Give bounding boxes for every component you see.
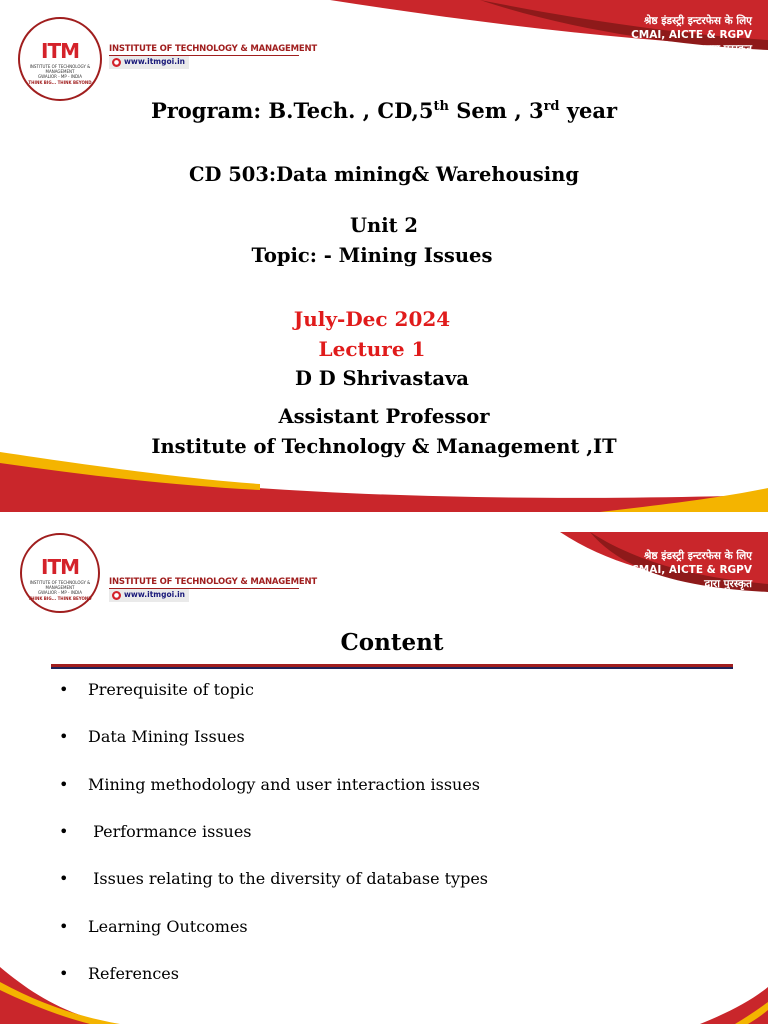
award-line-1: श्रेष्ठ इंडस्ट्री इन्टरफेस के लिए: [643, 15, 752, 27]
website-link[interactable]: www.itmgoi.in: [124, 57, 185, 66]
logo-text: ITM: [41, 555, 79, 579]
bullet-marker: •: [59, 869, 69, 888]
content-slide: [0, 512, 768, 1024]
logo-subtext: INSTITUTE OF TECHNOLOGY & MANAGEMENT: [29, 580, 91, 590]
website-badge[interactable]: [109, 56, 189, 69]
list-item: Issues relating to the diversity of database types: [88, 869, 489, 888]
award-line-2: CMAI, AICTE & RGPV: [631, 564, 752, 576]
author-designation: Assistant Professor: [278, 405, 490, 428]
award-line-1: श्रेष्ठ इंडस्ट्री इन्टरफेस के लिए: [643, 550, 752, 562]
logo-subtext: INSTITUTE OF TECHNOLOGY & MANAGEMENT: [29, 64, 91, 74]
program-line: Program: B.Tech. , CD,5th Sem , 3rd year: [150, 98, 618, 123]
topic-label: Topic: - Mining Issues: [251, 244, 493, 267]
logo-tagline: THINK BIG... THINK BEYOND: [28, 80, 92, 85]
logo-location: GWALIOR - MP - INDIA: [38, 74, 82, 79]
institute-name: INSTITUTE OF TECHNOLOGY & MANAGEMENT: [109, 44, 318, 54]
list-item: Data Mining Issues: [88, 727, 245, 746]
author-affiliation: Institute of Technology & Management ,IT: [151, 435, 617, 458]
course-title: CD 503:Data mining& Warehousing: [188, 163, 579, 186]
logo-tagline: THINK BIG... THINK BEYOND: [28, 596, 92, 601]
award-text: [631, 14, 752, 56]
award-line-2: CMAI, AICTE & RGPV: [631, 29, 752, 41]
award-line-3: द्वारा पुरस्कृत: [704, 578, 752, 590]
logo-location: GWALIOR - MP - INDIA: [38, 590, 82, 595]
bullet-marker: •: [59, 727, 69, 746]
list-item: Prerequisite of topic: [88, 680, 254, 699]
award-line-3: द्वारा पुरस्कृत: [704, 43, 752, 55]
lecture-label: Lecture 1: [318, 337, 426, 361]
bullet-marker: •: [59, 680, 69, 699]
institute-logo: [20, 533, 100, 613]
list-item: Mining methodology and user interaction issues: [88, 775, 481, 794]
content-title: Content: [340, 629, 444, 656]
list-item: Performance issues: [88, 822, 252, 841]
session-label: July-Dec 2024: [293, 307, 451, 331]
list-item: References: [88, 964, 179, 983]
institute-name: INSTITUTE OF TECHNOLOGY & MANAGEMENT: [109, 577, 318, 587]
award-text: [631, 549, 752, 591]
bullet-marker: •: [59, 964, 69, 983]
logo-text: ITM: [41, 39, 79, 63]
globe-icon: ●: [113, 592, 120, 599]
institute-logo: [18, 17, 102, 101]
bullet-marker: •: [59, 822, 69, 841]
bullet-marker: •: [59, 775, 69, 794]
unit-label: Unit 2: [350, 214, 418, 237]
website-badge[interactable]: [109, 589, 189, 602]
website-link[interactable]: www.itmgoi.in: [124, 590, 185, 599]
bullet-marker: •: [59, 917, 69, 936]
list-item: Learning Outcomes: [88, 917, 248, 936]
author-name: D D Shrivastava: [295, 367, 469, 390]
globe-icon: ●: [113, 59, 120, 66]
title-divider-navy: [51, 667, 733, 669]
